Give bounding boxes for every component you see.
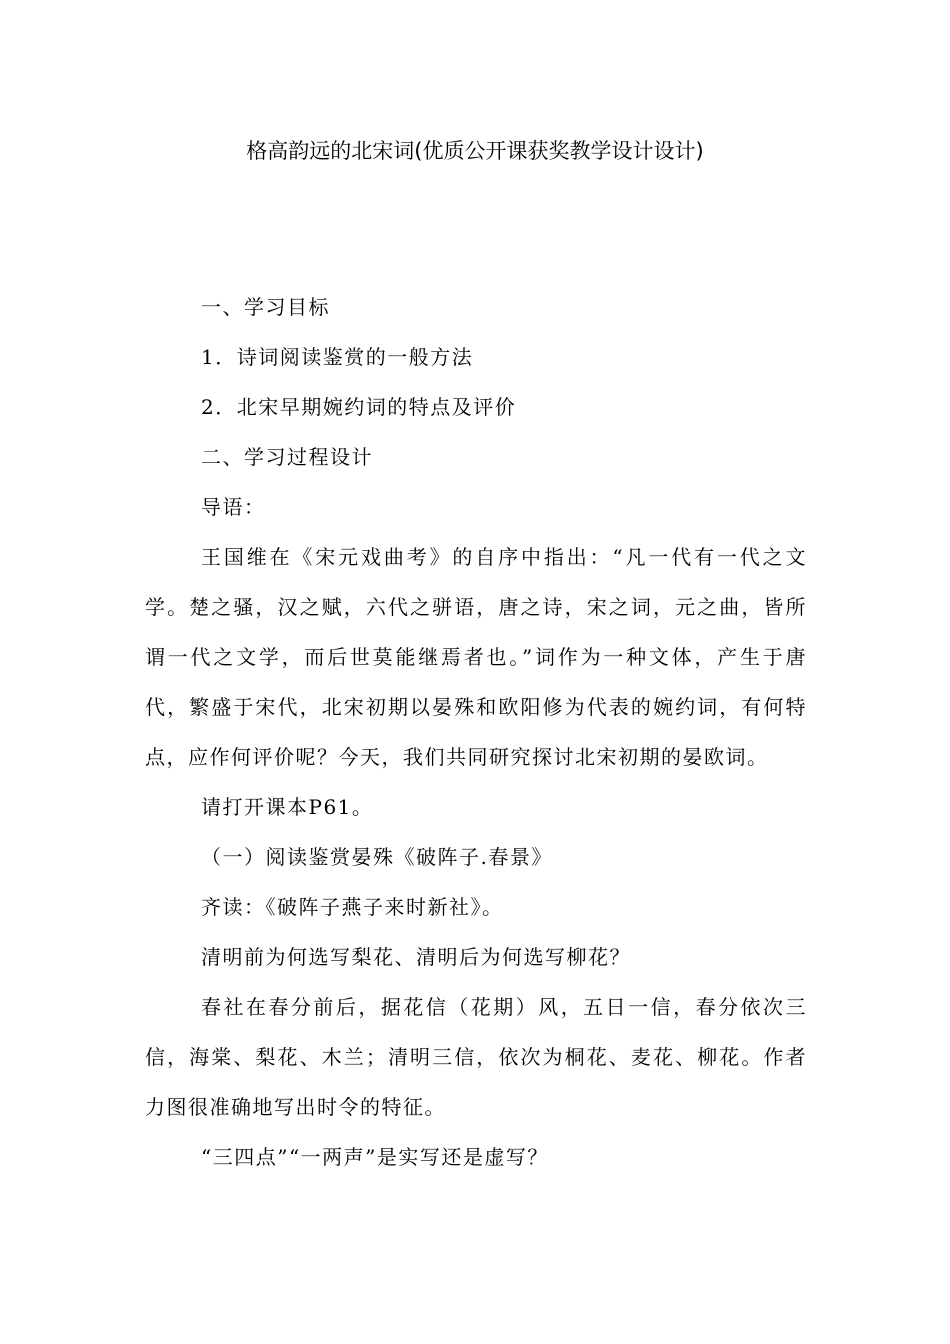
section-heading-1: （一）阅读鉴赏晏殊《破阵子.春景》 <box>201 845 553 869</box>
goal-item-2: 2．北宋早期婉约词的特点及评价 <box>201 395 517 419</box>
document-title: 格高韵远的北宋词(优质公开课获奖教学设计设计) <box>246 139 704 163</box>
reading-instruction: 齐读：《破阵子燕子来时新社》。 <box>201 895 504 919</box>
question-2: “三四点”“一两声”是实写还是虚写？ <box>201 1145 549 1169</box>
answer-1: 春社在春分前后，据花信（花期）风，五日一信，春分依次三信，海棠、梨花、木兰；清明三信，依次为桐花、麦花、柳花。作者力图很准确地写出时令的特征。 <box>145 995 807 1119</box>
intro-label: 导语： <box>201 495 266 519</box>
intro-paragraph: 王国维在《宋元戏曲考》的自序中指出：“凡一代有一代之文学。楚之骚，汉之赋，六代之骈语，唐之诗，宋之词，元之曲，皆所谓一代之文学，而后世莫能继焉者也。”词作为一种文体，产生于唐代，繁盛于宋代，北宋初期以晏殊和欧阳修为代表的婉约词，有何特点，应作何评价呢？今天，我们共同研究探讨北宋初期的晏欧词。 <box>145 545 807 769</box>
heading-process-design: 二、学习过程设计 <box>201 445 373 469</box>
question-1: 清明前为何选写梨花、清明后为何选写柳花？ <box>201 945 631 969</box>
goal-item-1: 1．诗词阅读鉴赏的一般方法 <box>201 345 474 369</box>
heading-learning-goals: 一、学习目标 <box>201 295 330 319</box>
document-body <box>145 282 807 1182</box>
textbook-instruction: 请打开课本P61。 <box>201 795 374 819</box>
